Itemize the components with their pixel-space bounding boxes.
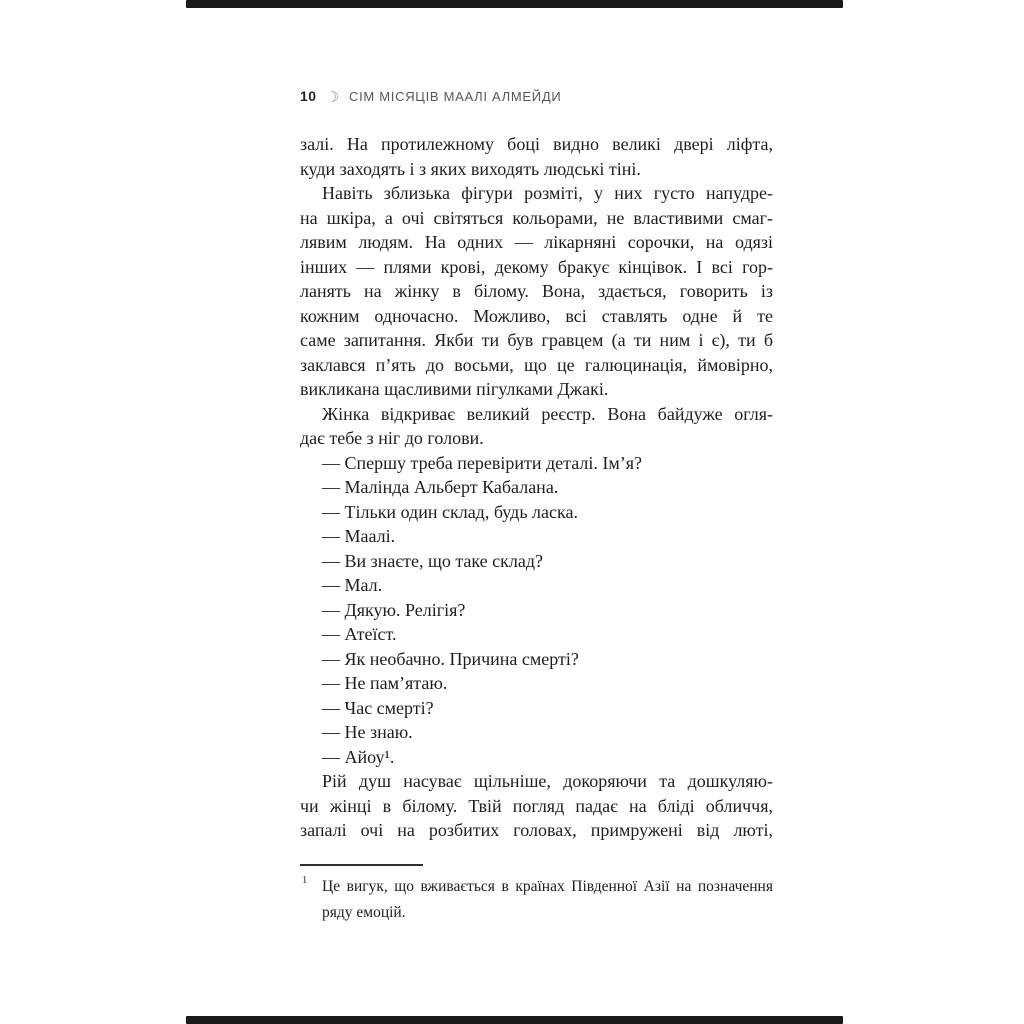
body-text-line: — Мал. — [322, 575, 383, 595]
scan-edge-bar-bottom — [186, 1016, 843, 1024]
body-text-line: — Тільки один склад, будь ласка. — [322, 501, 578, 522]
body-text-line: лявим людям. На одних — лікарняні сорочки, на одязі — [300, 232, 773, 252]
body-text-line: — Час смерті? — [322, 697, 434, 718]
body-text-line: — Як необачно. Причина смерті? — [322, 648, 579, 669]
footnote-text — [322, 874, 773, 926]
footnote — [300, 874, 773, 926]
body-text-line: — Маалі. — [322, 526, 396, 546]
body-text-line: — Атеїст. — [322, 624, 397, 644]
body-text-line: — Дякую. Релігія? — [322, 599, 466, 620]
body-text-line: запалі очі на розбитих головах, примружені від люті, — [300, 820, 773, 840]
body-text-line: — Не знаю. — [322, 722, 413, 742]
body-text-line: куди заходять і з яких виходять людські тіні. — [300, 158, 641, 179]
body-text-block — [300, 132, 773, 843]
body-text-line: залі. На протилежному боці видно великі двері ліфта, — [300, 134, 773, 154]
body-text-line: інших — плями крові, декому бракує кінцівок. І всі гор- — [300, 256, 773, 277]
body-text-line: заклався п’ять до восьми, що це галюцинація, ймовірно, — [300, 354, 773, 375]
body-text-line: — Не пам’ятаю. — [322, 673, 448, 693]
body-text-line: кожним одночасно. Можливо, всі ставлять одне й те — [300, 305, 773, 326]
footnote-line: Це вигук, що вживається в країнах Південної Азії на позначення — [322, 878, 773, 895]
body-text-line: дає тебе з ніг до голови. — [300, 428, 484, 448]
body-text-line: Жінка відкриває великий реєстр. Вона байдуже огля- — [322, 403, 773, 424]
footnote-divider — [300, 864, 423, 866]
body-text-line: — Ви знаєте, що таке склад? — [322, 550, 544, 571]
body-text-line: саме запитання. Якби ти був гравцем (а ти ним і є), ти б — [300, 330, 773, 350]
body-text-line: чи жінці в білому. Твій погляд падає на бліді обличчя, — [300, 795, 773, 816]
body-text-line: Навіть зблизька фігури розміті, у них густо напудре- — [322, 183, 773, 203]
footnote-marker: 1 — [302, 875, 308, 886]
body-text-line: — Спершу треба перевірити деталі. Ім’я? — [322, 452, 642, 473]
crescent-moon-icon: ☽ — [325, 89, 340, 106]
running-header — [300, 87, 773, 105]
scan-edge-bar-top — [186, 0, 843, 8]
page-number: 10 — [300, 88, 317, 104]
body-text-line: — Малінда Альберт Кабалана. — [322, 477, 559, 497]
body-text-line: — Айоу¹. — [322, 746, 395, 767]
body-text-line: Рій душ насуває щільніше, докоряючи та дошкуляю- — [322, 771, 773, 791]
body-text-line: викликана щасливими пігулками Джакі. — [300, 379, 609, 399]
footnote-line: ряду емоцій. — [322, 904, 406, 921]
running-title: СІМ МІСЯЦІВ МААЛІ АЛМЕЙДИ — [349, 89, 562, 104]
body-text-line: ланять на жінку в білому. Вона, здається, говорить із — [300, 281, 773, 301]
body-text-line: на шкіра, а очі світяться кольорами, не властивими смаг- — [300, 207, 773, 228]
